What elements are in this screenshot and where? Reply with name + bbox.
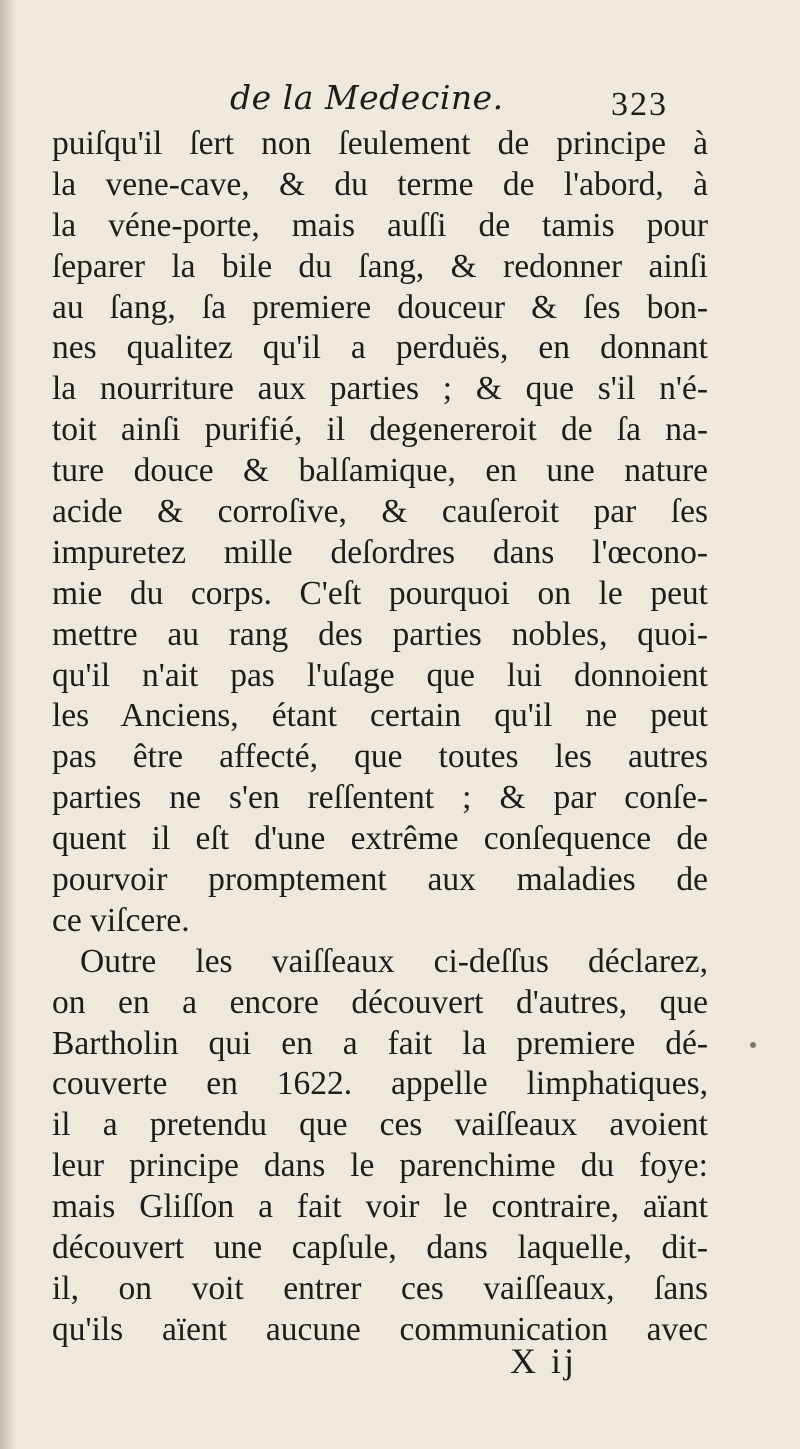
text-line: la véne-porte, mais auſſi de tamis pour	[52, 206, 708, 244]
text-line: la nourriture aux parties ; & que s'il n'é-	[52, 370, 708, 408]
text-line: pourvoir promptement aux maladies de	[52, 861, 708, 899]
text-line: pas être affecté, que toutes les autres	[52, 738, 708, 776]
text-line: toit ainſi purifié, il degenereroit de ſa na-	[52, 411, 708, 449]
text-line: Outre les vaiſſeaux ci-deſſus déclarez,	[80, 942, 708, 980]
text-line: les Anciens, étant certain qu'il ne peut	[52, 697, 708, 735]
text-line: ture douce & balſamique, en une nature	[52, 452, 708, 490]
text-line: puiſqu'il ſert non ſeulement de principe à	[52, 125, 708, 162]
paper-speck	[750, 1042, 756, 1048]
text-line: acide & corroſive, & cauſeroit par ſes	[52, 493, 708, 531]
page-header	[0, 78, 800, 128]
text-line: on en a encore découvert d'autres, que	[52, 983, 708, 1021]
spine-shadow	[0, 0, 16, 1449]
body-text	[52, 124, 708, 1351]
text-line: Bartholin qui en a fait la premiere dé-	[52, 1024, 708, 1062]
text-line: couverte en 1622. appelle limphatiques,	[52, 1065, 708, 1103]
text-line: quent il eſt d'une extrême conſequence de	[52, 820, 708, 858]
running-title: de la Medecine.	[230, 78, 504, 117]
text-line: mais Gliſſon a fait voir le contraire, aïant	[52, 1188, 708, 1226]
text-line: il a pretendu que ces vaiſſeaux avoient	[52, 1106, 708, 1144]
text-line: ce viſcere.	[52, 901, 190, 939]
page-number: 323	[611, 86, 668, 123]
text-line: qu'ils aïent aucune communication avec	[52, 1310, 708, 1348]
text-line: qu'il n'ait pas l'uſage que lui donnoient	[52, 656, 708, 694]
text-line: leur principe dans le parenchime du foye:	[52, 1147, 708, 1185]
text-line: nes qualitez qu'il a perduës, en donnant	[52, 329, 708, 367]
text-line: impuretez mille deſordres dans l'œcono-	[52, 533, 708, 571]
text-line: ſeparer la bile du ſang, & redonner ainſi	[52, 247, 708, 285]
text-line: la vene-cave, & du terme de l'abord, à	[52, 165, 708, 203]
text-line: mettre au rang des parties nobles, quoi-	[52, 615, 708, 653]
text-line: découvert une capſule, dans laquelle, dit-	[52, 1229, 708, 1267]
signature-mark: X ij	[510, 1341, 578, 1381]
text-line: il, on voit entrer ces vaiſſeaux, ſans	[52, 1269, 708, 1307]
text-line: parties ne s'en reſſentent ; & par conſe-	[52, 779, 708, 817]
text-line: mie du corps. C'eſt pourquoi on le peut	[52, 574, 708, 612]
text-line: au ſang, ſa premiere douceur & ſes bon-	[52, 288, 708, 326]
